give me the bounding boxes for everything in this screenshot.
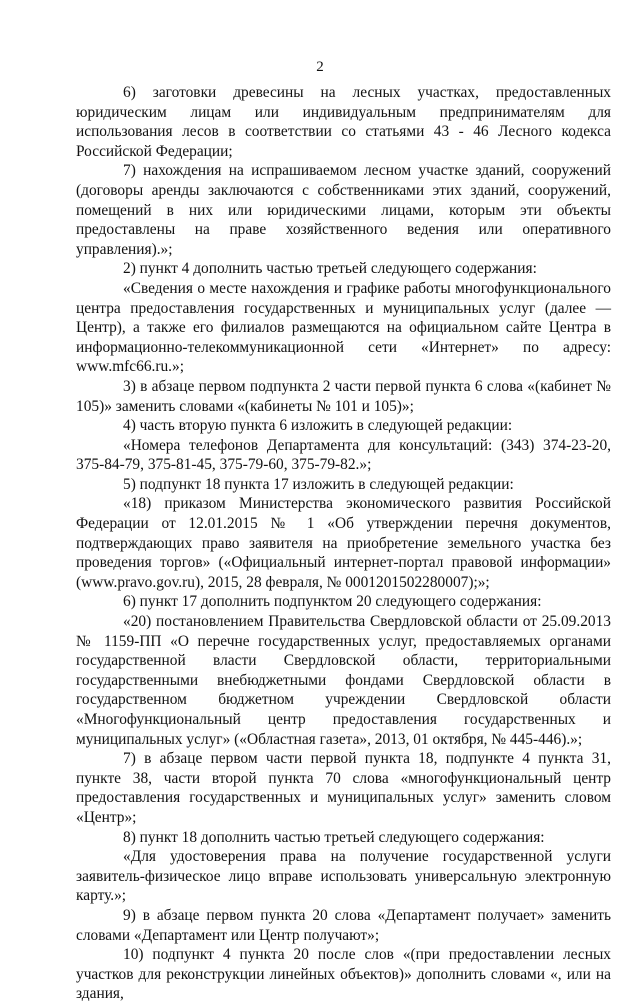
amendment-4: 4) часть вторую пункта 6 изложить в следующей редакции: [123, 417, 513, 435]
quote-phone-numbers: «Номера телефонов Департамента для консультаций: (343) 374-23-20, 375-84-79, 375-81-45, 375-79-60, 375-79-82.»; [76, 436, 611, 474]
quote-center-info: «Сведения о месте нахождения и графике работы многофункционального центра предоставления государственных и муниципальных услуг (далее — Центр), а также его филиалов размещаются на официальном сайте Центра в информационно-телекоммуникационной сети «Интернет» по адресу: www.mfc66.ru.»; [76, 279, 611, 376]
amendment-8: 8) пункт 18 дополнить частью третьей следующего содержания: [123, 828, 545, 846]
amendment-3: 3) в абзаце первом подпункта 2 части первой пункта 6 слова «(кабинет № 105)» заменить словами «(кабинеты № 101 и 105)»; [76, 377, 611, 415]
quote-resolution-20: «20) постановлением Правительства Свердловской области от 25.09.2013 № 1159-ПП «О перечне государственных услуг, предоставляемых органами государственной власти Свердловской области, территориальными государственными внебюджетными фондами Свердловской области в государственном бюджетном учреждении Свердловской области «Многофункциональный центр предоставления государственных и муниципальных услуг» («Областная газета», 2013, 01 октября, № 445-446).»; [76, 613, 611, 748]
amendment-6: 6) пункт 17 дополнить подпунктом 20 следующего содержания: [123, 593, 542, 611]
amendment-7: 7) в абзаце первом части первой пункта 18, подпункте 4 пункта 31, пункте 38, части второй пункта 70 слова «многофункциональный центр предоставления государственных и муниципальных услуг» заменить словом «Центр»; [76, 750, 611, 826]
paragraph-7-buildings: 7) нахождения на испрашиваемом лесном участке зданий, сооружений (договоры аренды заключаются с собственниками этих зданий, сооружений, помещений в них или юридическими лицами, которым эти объекты предоставлены на праве хозяйственного ведения или оперативного управления).»; [76, 162, 611, 258]
document-body [76, 83, 611, 1004]
amendment-10: 10) подпункт 4 пункта 20 после слов «(при предоставлении лесных участков для реконструкции линейных объектов)» дополнить словами «, или на здания, [76, 946, 611, 1003]
quote-electronic-card: «Для удостоверения права на получение государственной услуги заявитель-физическое лицо вправе использовать универсальную электронную карту.»; [76, 848, 611, 905]
amendment-2: 2) пункт 4 дополнить частью третьей следующего содержания: [123, 260, 537, 278]
amendment-9: 9) в абзаце первом пункта 20 слова «Департамент получает» заменить словами «Департамент или Центр получают»; [76, 906, 611, 944]
page-number: 2 [316, 59, 324, 75]
quote-order-18: «18) приказом Министерства экономического развития Российской Федерации от 12.01.2015 № 1 «Об утверждении перечня документов, подтверждающих право заявителя на приобретение земельного участка без проведения торгов» («Официальный интернет-портал правовой информации» (www.pravo.gov.ru), 2015, 28 февраля, № 0001201502280007);»; [76, 495, 611, 591]
amendment-5: 5) подпункт 18 пункта 17 изложить в следующей редакции: [123, 475, 514, 493]
paragraph-6-timber: 6) заготовки древесины на лесных участках, предоставленных юридическим лицам или индивидуальным предпринимателям для использования лесов в соответствии со статьями 43 - 46 Лесного кодекса Российской Федерации; [76, 84, 611, 160]
